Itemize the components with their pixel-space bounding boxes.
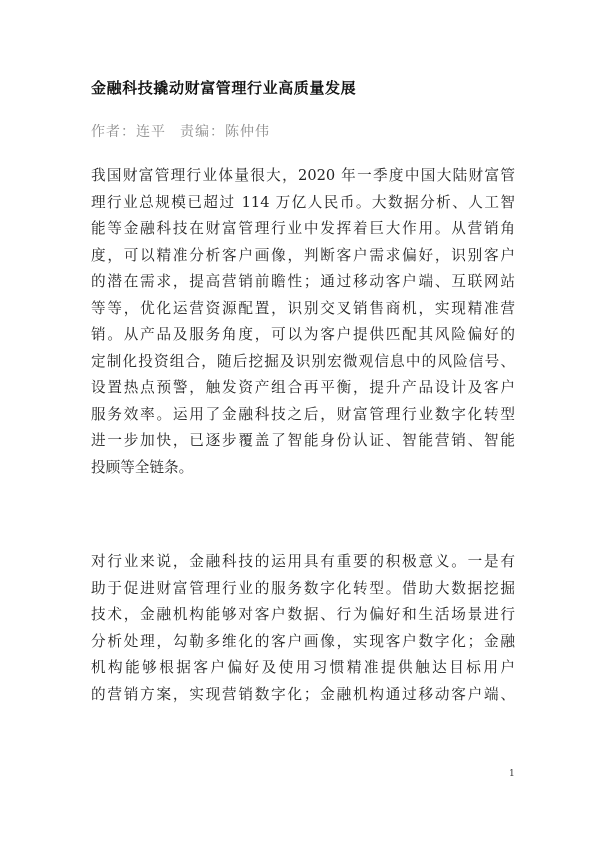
paragraph-line: 的营销方案，实现营销数字化；金融机构通过移动客户端、 <box>91 685 515 703</box>
paragraph-line: 设置热点预警，触发资产组合再平衡，提升产品设计及客户 <box>91 379 515 396</box>
paragraph-line: 定制化投资组合，随后挖掘及识别宏微观信息中的风险信号、 <box>91 352 515 370</box>
paragraph-line: 等等，优化运营资源配置，识别交叉销售商机，实现精准营 <box>91 299 515 317</box>
author-credit: 作者：连平 <box>91 124 166 140</box>
paragraph-line: 度，可以精准分析客户画像，判断客户需求偏好，识别客户 <box>91 246 515 264</box>
paragraph-line: 销。从产品及服务角度，可以为客户提供匹配其风险偏好的 <box>91 326 515 343</box>
paragraph-line: 投顾等全链条。 <box>91 458 194 476</box>
paragraph-line: 分析处理，勾勒多维化的客户画像，实现客户数字化；金融 <box>91 632 515 650</box>
paragraph-2 <box>91 549 515 708</box>
paragraph-line: 我国财富管理行业体量很大，2020 年一季度中国大陆财富管 <box>91 167 515 184</box>
paragraph-line: 能等金融科技在财富管理行业中发挥着巨大作用。从营销角 <box>91 220 515 237</box>
paragraph-line: 助于促进财富管理行业的服务数字化转型。借助大数据挖掘 <box>91 579 515 597</box>
paragraph-line: 技术，金融机构能够对客户数据、行为偏好和生活场景进行 <box>91 606 515 623</box>
paragraph-line: 对行业来说，金融科技的运用具有重要的积极意义。一是有 <box>91 553 515 570</box>
editor-credit: 责编：陈仲伟 <box>180 124 270 140</box>
paragraph-1 <box>91 163 515 481</box>
paragraph-line: 进一步加快，已逐步覆盖了智能身份认证、智能营销、智能 <box>91 432 515 449</box>
page-number: 1 <box>509 769 515 779</box>
paragraph-line: 机构能够根据客户偏好及使用习惯精准提供触达目标用户 <box>91 659 515 676</box>
paragraph-line: 服务效率。运用了金融科技之后，财富管理行业数字化转型 <box>91 405 515 423</box>
paragraph-line: 的潜在需求，提高营销前瞻性；通过移动客户端、互联网站 <box>91 273 515 290</box>
article-title: 金融科技撬动财富管理行业高质量发展 <box>91 79 357 97</box>
byline <box>91 121 270 141</box>
paragraph-line: 理行业总规模已超过 114 万亿人民币。大数据分析、人工智 <box>91 193 515 211</box>
